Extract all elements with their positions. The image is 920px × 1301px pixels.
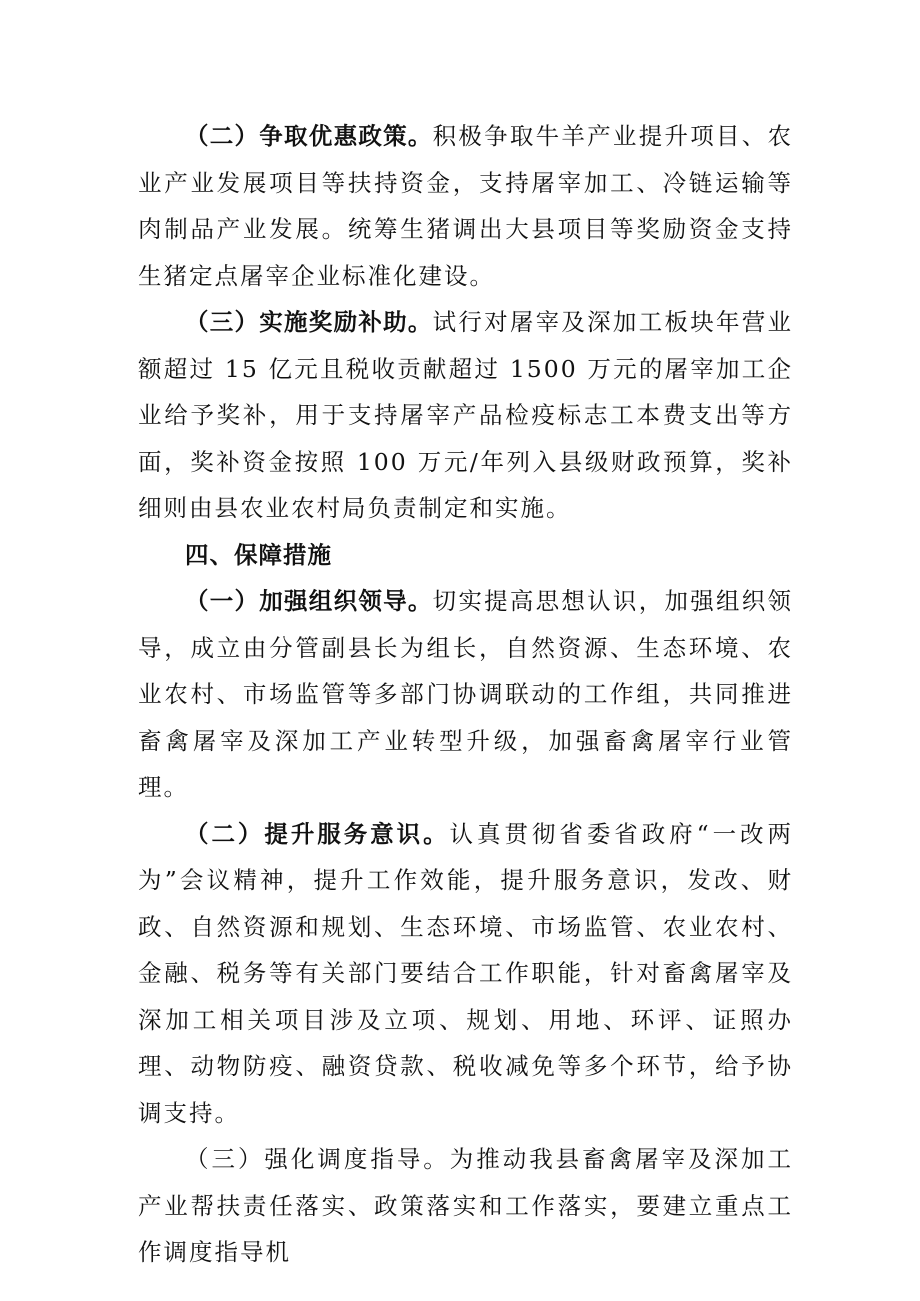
paragraph-text: 认真贯彻省委省政府“一改两为”会议精神，提升工作效能，提升服务意识，发改、财政、自然资源和规划、生态环境、市场监管、农业农村、金融、税务等有关部门要结合工作职能，针对畜禽屠宰及深加工相关项目涉及立项、规划、用地、环评、证照办理、动物防疫、融资贷款、税收减免等多个环节，给予协调支持。	[138, 819, 794, 1127]
section-heading	[138, 532, 793, 579]
paragraph-text: （三）强化调度指导。为推动我县畜禽屠宰及深加工产业帮扶责任落实、政策落实和工作落实，要建立重点工作调度指导机	[138, 1145, 793, 1266]
paragraph-scheduling-guidance	[138, 1136, 793, 1276]
paragraph-text: 切实提高思想认识，加强组织领导，成立由分管副县长为组长，自然资源、生态环境、农业农村、市场监管等多部门协调联动的工作组，共同推进畜禽屠宰及深加工产业转型升级，加强畜禽屠宰行业管理。	[138, 587, 794, 801]
paragraph-lead: （一）加强组织领导。	[185, 587, 433, 615]
paragraph-service-awareness	[138, 811, 793, 1137]
paragraph-preferential-policies	[138, 113, 793, 299]
paragraph-lead: （二）提升服务意识。	[185, 819, 450, 848]
paragraph-lead: （三）实施奖励补助。	[185, 308, 433, 336]
paragraph-organization-leadership	[138, 578, 793, 811]
paragraph-incentive-subsidy	[138, 299, 793, 532]
paragraph-lead: （二）争取优惠政策。	[185, 122, 433, 150]
paragraph-text: 试行对屠宰及深加工板块年营业额超过 15 亿元且税收贡献超过 1500 万元的屠宰加工企业给予奖补，用于支持屠宰产品检疫标志工本费支出等方面，奖补资金按照 100 万元/年列入县级财政预算，奖补细则由县农业农村局负责制定和实施。	[138, 308, 794, 522]
paragraph-text: 积极争取牛羊产业提升项目、农业产业发展项目等扶持资金，支持屠宰加工、冷链运输等肉制品产业发展。统筹生猪调出大县项目等奖励资金支持生猪定点屠宰企业标准化建设。	[138, 122, 794, 290]
section-heading-text: 四、保障措施	[185, 540, 332, 569]
document-body	[138, 113, 793, 1276]
